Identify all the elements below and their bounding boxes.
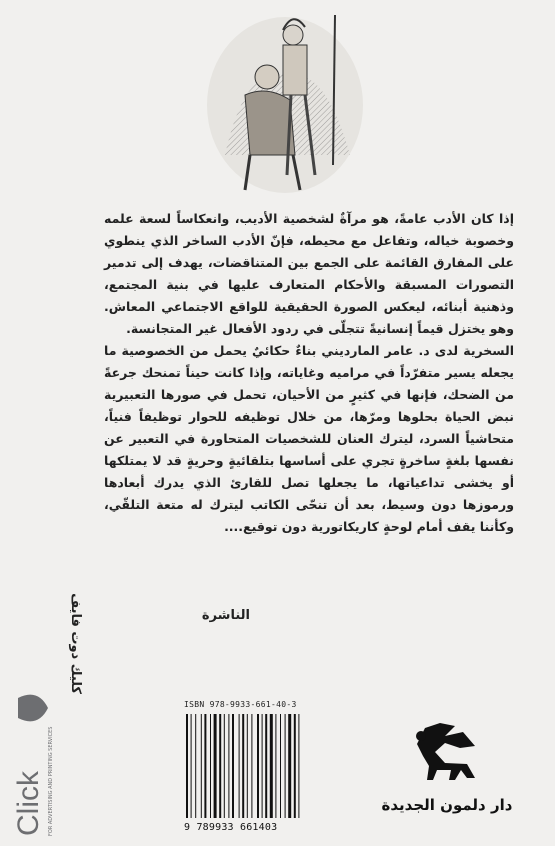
publisher-signature: الناشرة xyxy=(201,608,250,623)
barcode xyxy=(184,714,318,818)
isbn-label: ISBN 978-9933-661-40-3 xyxy=(184,700,297,709)
cover-illustration xyxy=(205,5,365,195)
logo-text: Click xyxy=(12,771,45,836)
barcode-digits: 9 789933 661403 xyxy=(184,822,278,833)
blurb-text xyxy=(104,208,514,538)
distributor-logo xyxy=(8,593,83,838)
blurb-paragraph: السخرية لدى د. عامر المارديني بناءٌ حكائيٌ يحمل من الخصوصية ما يجعله يسير متفرّداً في مراميه وغاياته، وإذا كانت حيناً تمنحك جرعةً من الضحك، فإنها في كثيرٍ من الأحيان، تحمل في صورها التعبيرية نبض الحياة بحلوها ومرّها، من خلال توظيفه للحوار توظيفاً فنياً، متحاشياً السرد، ليترك العنان للشخصيات المتحاورة في التعبير عن نفسها بلغةٍ ساخرةٍ تجري على أساسها بتلقائيةٍ وحريةٍ قد لا يمتلكها أو يخشى تداعياتها، ما يجعلها تصل للقارئ الذي يدرك أبعادها ورموزها دون وسيط، بعد أن تنحّى الكاتب ليترك له متعة التلقّي، وكأننا يقف أمام لوحةٍ كاريكاتورية دون توقيع.... xyxy=(104,343,514,534)
logo-arabic: كليك دوت فايف xyxy=(68,593,83,694)
publisher-name: دار دلمون الجديدة xyxy=(381,796,513,814)
blurb-paragraph: إذا كان الأدب عامةً، هو مرآةٌ لشخصية الأديب، وانعكاساً لسعة علمه وخصوبة خياله، وتفاعل مع محيطه، فإنّ الأدب الساخر الذي ينطوي على المفارق القائمة على الجمع بين المتناقضات، يهدف إلى تدمير التصورات المسبقة والأحكام المتعارف عليها في بنية المجتمع، وذهنية أبنائه، ليعكس الصورة الحقيقية للواقع الاجتماعي المعاش. وهو يختزل قيماً إنسانيةً تتجلّى في ردود الأفعال غير المتجانسة. xyxy=(104,211,514,336)
logo-tagline: FOR ADVERTISING AND PRINTING SERVICES xyxy=(48,726,54,836)
winged-bull-icon xyxy=(405,718,495,788)
